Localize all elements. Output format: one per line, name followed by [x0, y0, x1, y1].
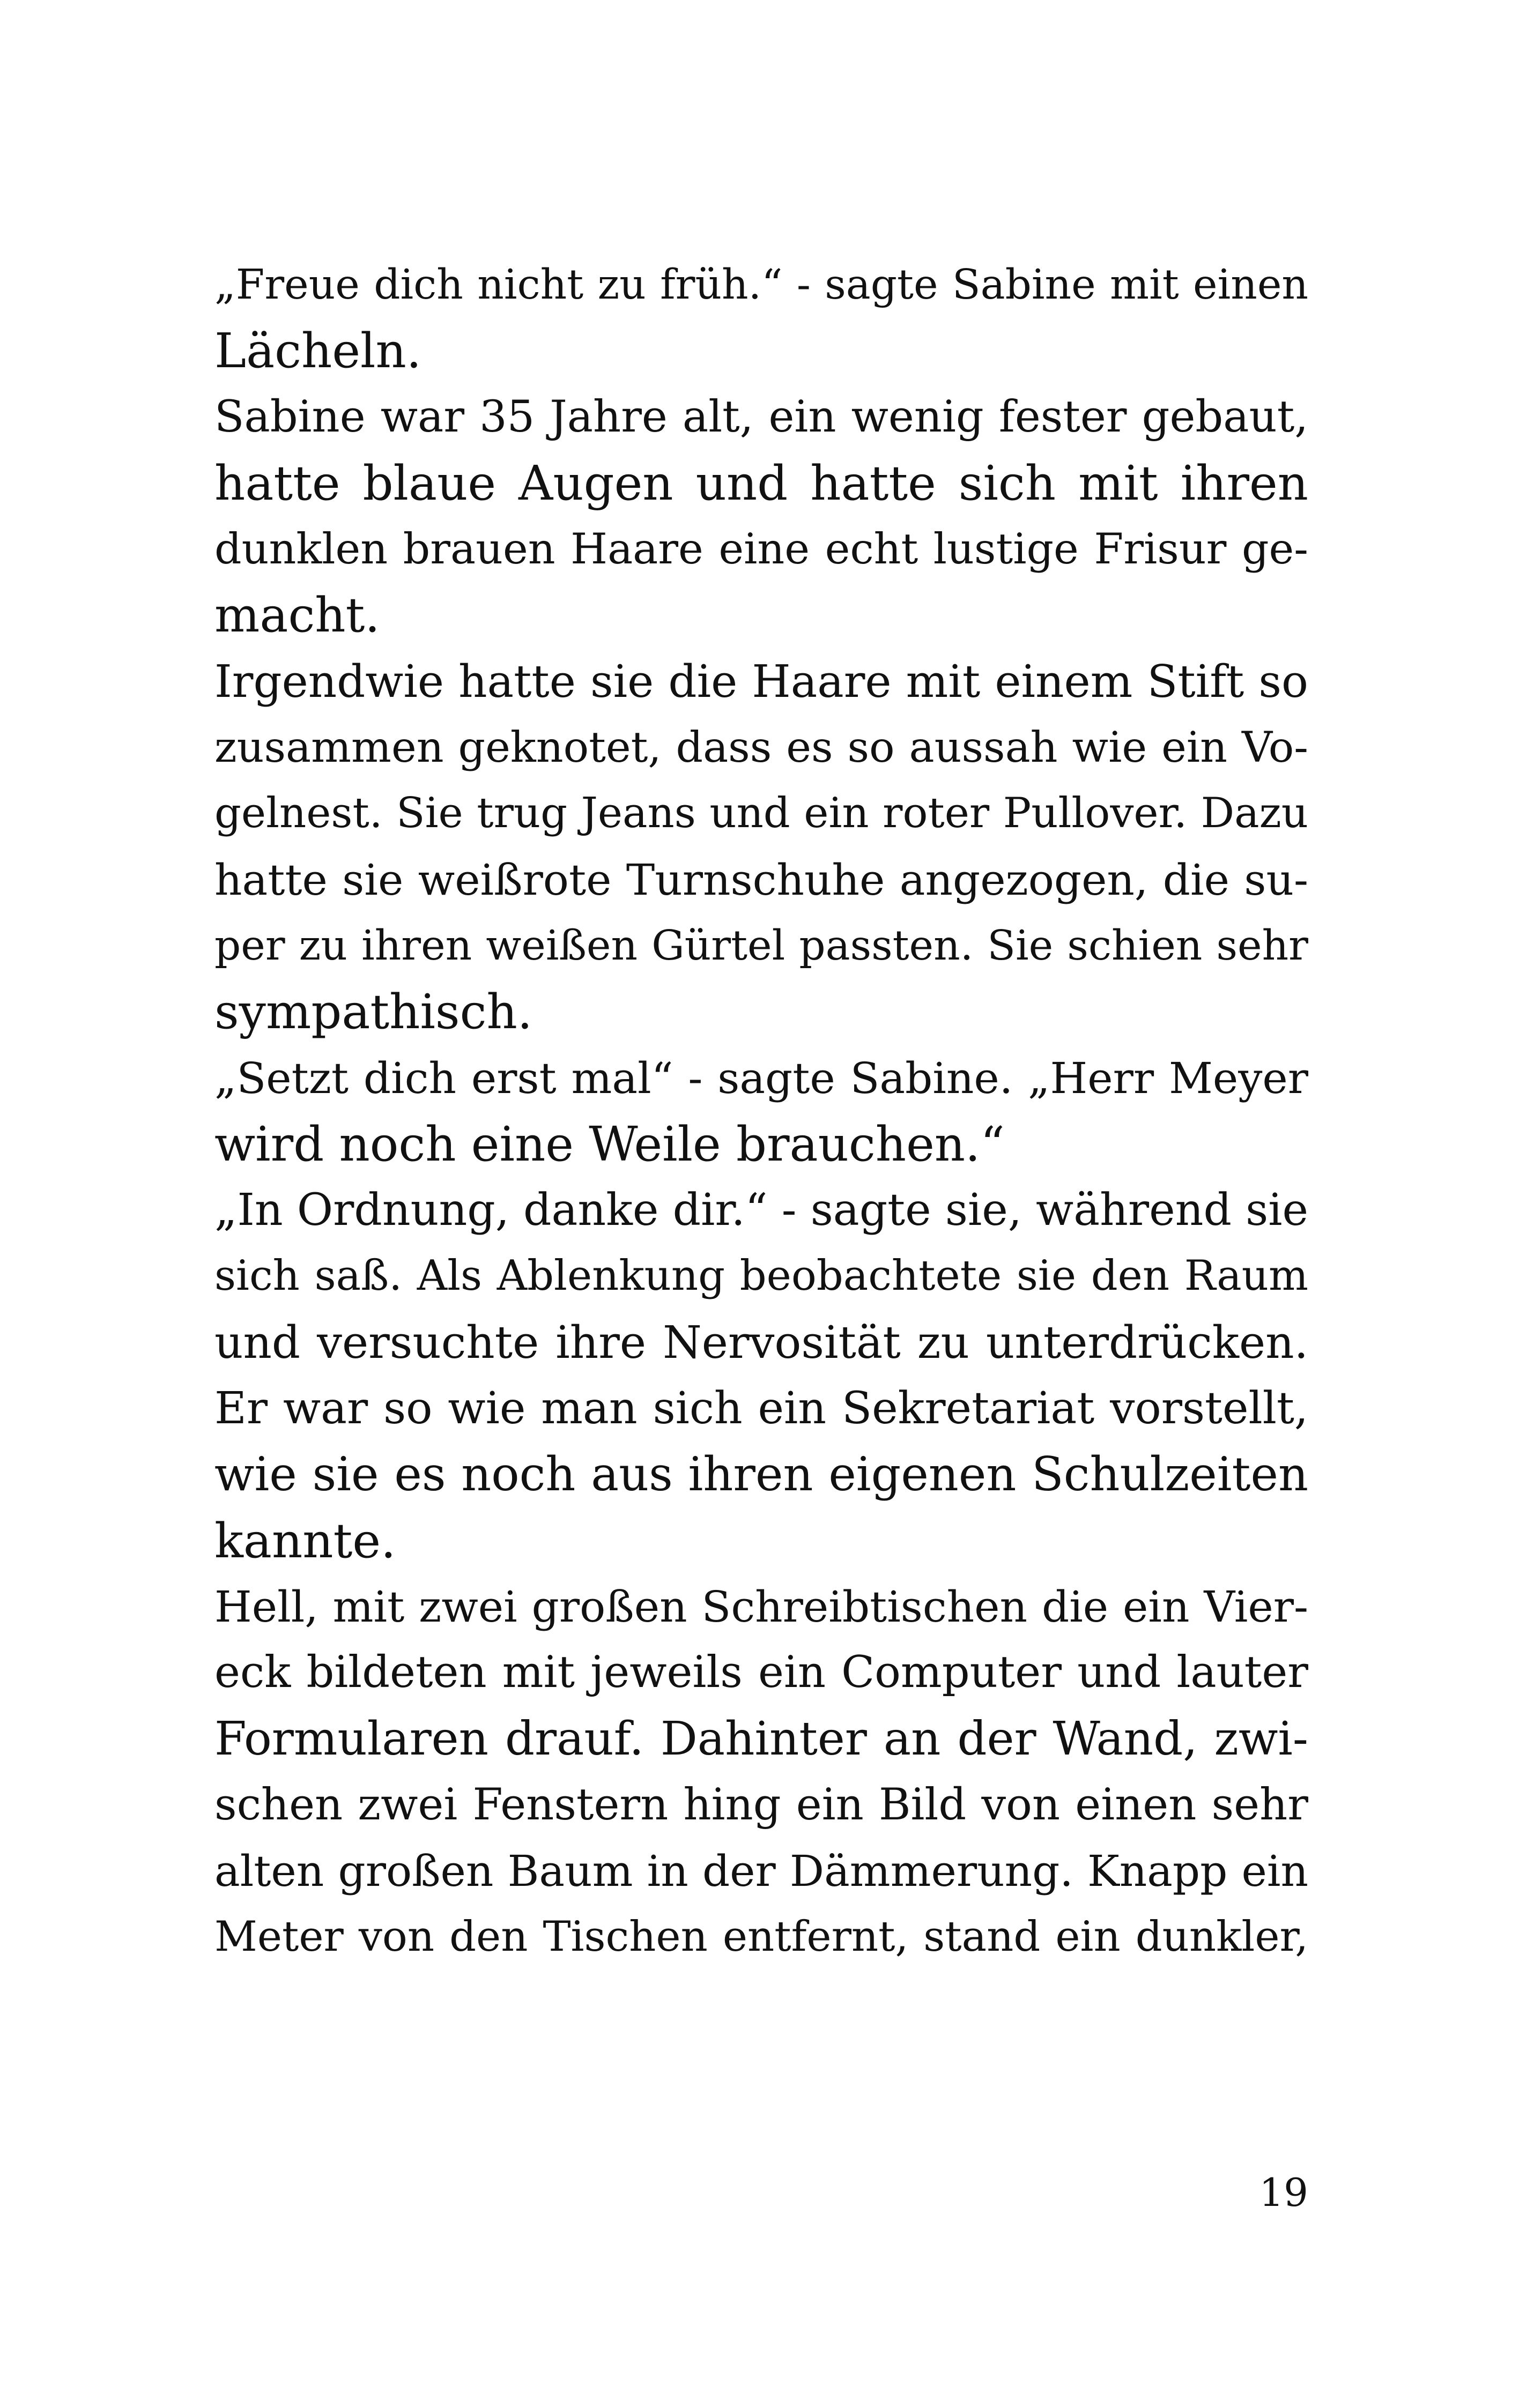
text-line: kannte.: [214, 1512, 396, 1569]
text-line: sympathisch.: [214, 984, 533, 1040]
text-line: Lächeln.: [214, 323, 422, 379]
text-line: sich saß. Als Ablenkung beobachtete sie den Raum: [214, 1252, 1308, 1300]
text-line: alten großen Baum in der Dämmerung. Knapp ein: [214, 1846, 1308, 1897]
text-line: zusammen geknotet, dass es so aussah wie ein Vo-: [214, 723, 1308, 772]
text-line: Irgendwie hatte sie die Haare mit einem Stift so: [214, 655, 1308, 708]
text-line: gelnest. Sie trug Jeans und ein roter Pullover. Dazu: [214, 789, 1308, 838]
text-line: und versuchte ihre Nervosität zu unterdrücken.: [214, 1316, 1308, 1369]
text-line: macht.: [214, 587, 380, 643]
text-line: Er war so wie man sich ein Sekretariat vorstellt,: [214, 1383, 1308, 1435]
text-line: „Setzt dich erst mal“ - sagte Sabine. „Herr Meyer: [214, 1053, 1308, 1103]
text-line: Sabine war 35 Jahre alt, ein wenig fester gebaut,: [214, 391, 1308, 442]
text-line: wie sie es noch aus ihren eigenen Schulzeiten: [214, 1447, 1308, 1502]
text-line: Hell, mit zwei großen Schreibtischen die ein Vier-: [214, 1581, 1308, 1632]
text-line: hatte sie weißrote Turnschuhe angezogen, die su-: [214, 854, 1308, 905]
text-line: wird noch eine Weile brauchen.“: [214, 1116, 1005, 1172]
text-line: per zu ihren weißen Gürtel passten. Sie schien sehr: [214, 921, 1308, 970]
text-line: Formularen drauf. Dahinter an der Wand, zwi-: [214, 1712, 1308, 1766]
text-line: dunklen brauen Haare eine echt lustige Frisur ge-: [214, 524, 1308, 574]
text-line: eck bildeten mit jeweils ein Computer und lauter: [214, 1647, 1308, 1698]
body-text: [214, 252, 1308, 1971]
text-line: Meter von den Tischen entfernt, stand ein dunkler,: [214, 1913, 1308, 1961]
text-line: „Freue dich nicht zu früh.“ - sagte Sabine mit einen: [214, 261, 1308, 309]
page-number: 19: [1259, 2170, 1308, 2215]
text-line: schen zwei Fenstern hing ein Bild von einen sehr: [214, 1779, 1308, 1830]
text-line: „In Ordnung, danke dir.“ - sagte sie, während sie: [214, 1185, 1308, 1236]
text-line: hatte blaue Augen und hatte sich mit ihren: [214, 455, 1308, 511]
